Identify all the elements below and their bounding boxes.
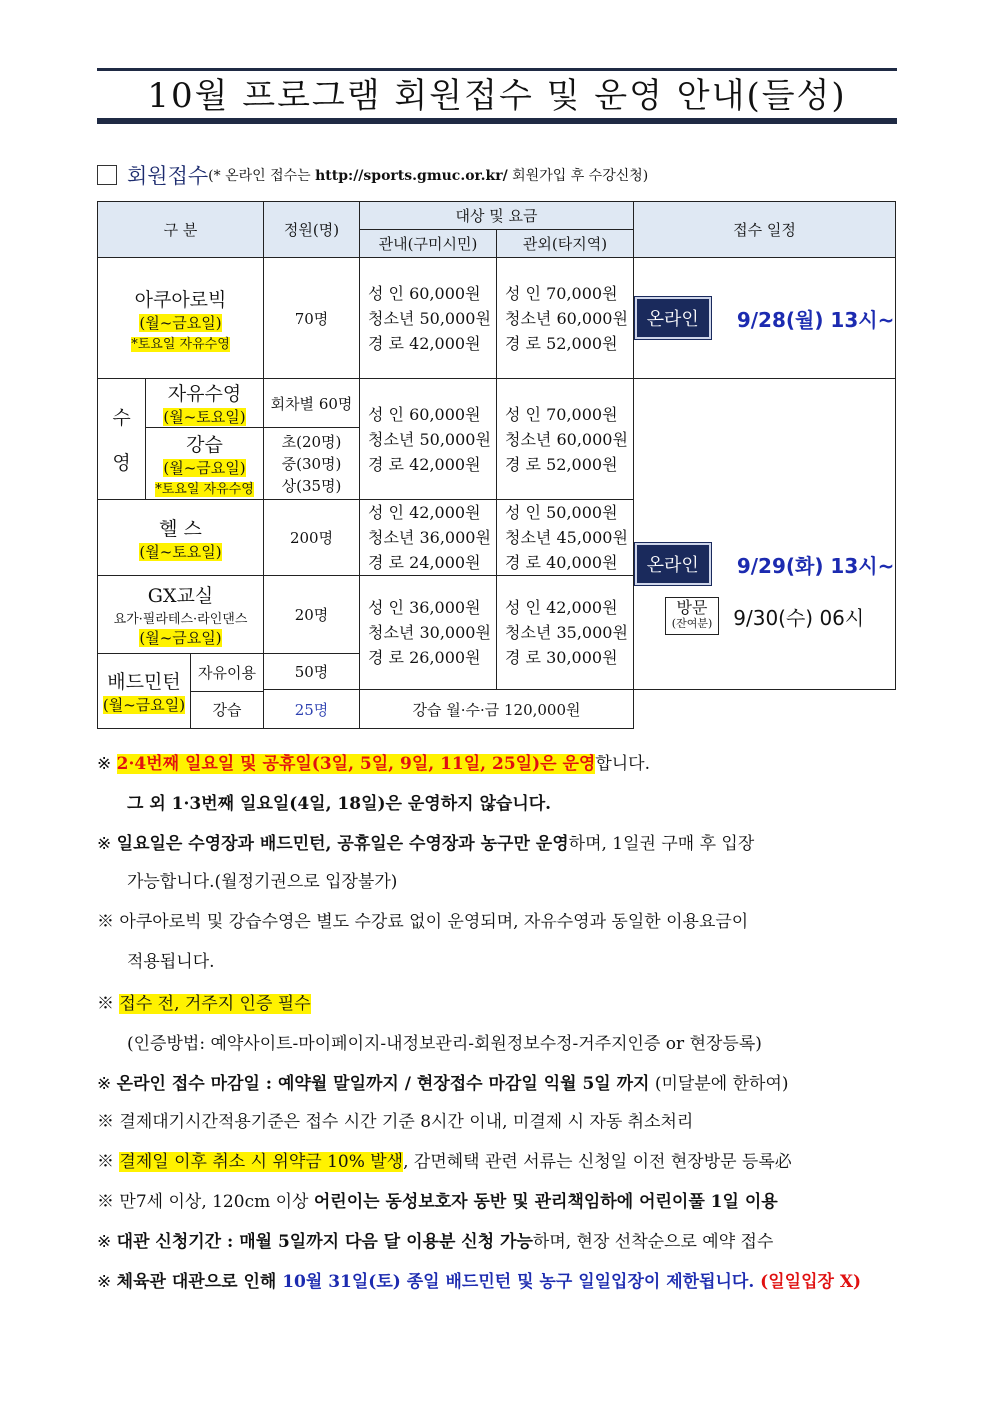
aerobic-fee-in <box>360 258 497 379</box>
fee-line: 청소년 50,000원 <box>368 308 491 328</box>
header-target: 대상 및 요금 <box>360 202 634 230</box>
note-mark: ※ <box>97 1074 112 1094</box>
note-mark: ※ <box>97 1192 114 1212</box>
swim-label <box>98 379 146 500</box>
note-bold: 어린이는 동성보호자 동반 및 관리책임하에 어린이풀 1일 이용 <box>313 1192 778 1212</box>
note-mark: ※ <box>97 754 112 774</box>
note-text: 결제대기시간적용기준은 접수 시간 기준 8시간 이내, 미결제 시 자동 취소처리 <box>119 1112 694 1132</box>
note-7 <box>97 1147 792 1172</box>
note-mark: ※ <box>97 834 112 854</box>
swim-fee-out <box>497 379 634 500</box>
aerobic-capacity: 70명 <box>264 258 360 379</box>
fee-line: 성 인 60,000원 <box>368 404 481 424</box>
swim-label-2: 영 <box>112 452 131 474</box>
note-bold: 일요일은 수영장과 배드민턴, 공휴일은 수영장과 농구만 운영 <box>116 834 569 854</box>
badminton-label <box>98 654 191 728</box>
site-url[interactable]: http://sports.gmuc.or.kr/ <box>315 168 508 184</box>
health-days: (월~토요일) <box>139 542 222 561</box>
note-rest: 회원가입 후 수강신청) <box>507 168 649 184</box>
swim-lesson-days: (월~금요일) <box>163 459 246 477</box>
badminton-free-label: 자유이용 <box>191 654 263 692</box>
note-text: 합니다. <box>595 754 650 774</box>
note-bold: 온라인 접수 마감일 : 예약월 말일까지 / 현장접수 마감일 익월 5일 까지 <box>116 1074 650 1094</box>
note-mark: ※ <box>97 1232 112 1252</box>
registration-table <box>97 201 896 729</box>
note-bold: 체육관 대관으로 인해 <box>116 1272 283 1292</box>
aerobic-name: 아쿠아로빅 <box>134 288 227 311</box>
badminton-cell <box>98 654 264 729</box>
fee-line: 청소년 50,000원 <box>368 429 491 449</box>
level-capacity: 중(30명) <box>281 454 342 473</box>
header-in: 관내(구미시민) <box>360 230 497 258</box>
note-text: , 감면혜택 관련 서류는 신청일 이전 현장방문 등록必 <box>403 1152 792 1172</box>
badminton-lesson-fee: 강습 월·수·금 120,000원 <box>360 690 634 729</box>
fee-line: 경 로 30,000원 <box>505 648 618 668</box>
gx-fee-in <box>360 576 497 690</box>
note-text: 아쿠아로빅 및 강습수영은 별도 수강료 없이 운영되며, 자유수영과 동일한 이용요금이 <box>119 912 749 932</box>
note-1b: 그 외 1·3번째 일요일(4일, 18일)은 운영하지 않습니다. <box>127 794 552 814</box>
swim-free-name: 자유수영 <box>167 383 242 405</box>
fee-line: 성 인 42,000원 <box>505 598 618 618</box>
note-10 <box>97 1267 861 1292</box>
health-name: 헬 스 <box>159 517 202 540</box>
section-header <box>97 160 917 190</box>
title-banner <box>97 68 897 124</box>
note-2 <box>97 829 754 854</box>
section-note <box>208 168 648 184</box>
note-red: (일일입장 X) <box>754 1272 862 1292</box>
fee-line: 청소년 60,000원 <box>505 308 628 328</box>
aerobic-schedule <box>634 258 896 379</box>
fee-line: 경 로 24,000원 <box>368 553 481 572</box>
fee-line: 청소년 60,000원 <box>505 429 628 449</box>
gx-days: (월~금요일) <box>139 629 222 647</box>
health-capacity: 200명 <box>264 500 360 576</box>
fee-line: 성 인 36,000원 <box>368 598 481 618</box>
gx-sub: 요가·필라테스·라인댄스 <box>113 612 248 627</box>
fee-line: 경 로 52,000원 <box>505 454 618 474</box>
gx-label <box>98 576 264 654</box>
gx-fee-out <box>497 576 634 690</box>
badminton-free-capacity: 50명 <box>264 654 360 690</box>
swim-label-1: 수 <box>112 407 131 429</box>
swim-free-capacity: 회차별 60명 <box>264 379 360 428</box>
note-text: * 온라인 접수는 <box>213 168 316 184</box>
note-mark: ※ <box>97 1112 114 1132</box>
fee-line: 성 인 42,000원 <box>368 503 481 522</box>
swim-lesson-label <box>146 428 264 500</box>
note-8 <box>97 1187 778 1212</box>
note-mark: ※ <box>97 1152 114 1172</box>
note-3 <box>97 907 748 932</box>
swim-lesson-capacity <box>264 428 360 500</box>
health-label <box>98 500 264 576</box>
aerobic-label <box>98 258 264 379</box>
note-9 <box>97 1227 773 1252</box>
page-title: 10월 프로그램 회원접수 및 운영 안내(들성) <box>147 76 847 116</box>
fee-line: 경 로 42,000원 <box>368 454 481 474</box>
note-6 <box>97 1107 693 1132</box>
aerobic-days: (월~금요일) <box>139 313 222 332</box>
fee-line: 청소년 45,000원 <box>505 528 628 547</box>
badminton-name: 배드민턴 <box>107 671 181 693</box>
note-4b: (인증방법: 예약사이트-마이페이지-내정보관리-회원정보수정-거주지인증 or 현장등록) <box>127 1034 762 1054</box>
aerobic-fee-out <box>497 258 634 379</box>
fee-line: 성 인 60,000원 <box>368 283 481 303</box>
online-badge: 온라인 <box>635 543 711 585</box>
health-fee-out <box>497 500 634 576</box>
note-highlight: 접수 전, 거주지 인증 필수 <box>119 994 311 1014</box>
section-title: 회원접수 <box>127 164 209 188</box>
note-mark: ※ <box>97 994 114 1014</box>
note-mark: ※ <box>97 912 114 932</box>
swim-free-days: (월~토요일) <box>163 408 246 426</box>
visit-label: 방문 <box>676 598 708 618</box>
visit-badge <box>665 597 719 635</box>
badminton-lesson-label: 강습 <box>212 701 242 720</box>
title-top-rule <box>97 68 897 71</box>
note-text: (미달분에 한하여) <box>649 1074 789 1094</box>
group2-sched-time: 9/29(화) 13시~ <box>736 553 895 578</box>
gx-name: GX교실 <box>147 585 214 607</box>
level-capacity: 상(35명) <box>281 476 342 495</box>
note-5 <box>97 1069 789 1094</box>
header-capacity: 정원(명) <box>264 202 360 258</box>
note-4 <box>97 989 311 1014</box>
note-1 <box>97 749 650 774</box>
fee-line: 청소년 30,000원 <box>368 623 491 643</box>
header-schedule: 접수 일정 <box>634 202 896 258</box>
swim-lesson-name: 강습 <box>186 434 223 456</box>
note-highlight: 결제일 이후 취소 시 위약금 10% 발생 <box>119 1152 404 1172</box>
health-fee-in <box>360 500 497 576</box>
note-highlight: 2·4번째 일요일 및 공휴일(3일, 5일, 9일, 11일, 25일)은 운영 <box>116 754 596 774</box>
note-paren: ( <box>208 168 214 184</box>
row-swim-free <box>98 379 896 428</box>
aerobic-sched-time: 9/28(월) 13시~ <box>736 307 895 332</box>
checkbox-square-icon <box>97 165 117 185</box>
group2-schedule <box>634 379 896 690</box>
fee-line: 경 로 42,000원 <box>368 333 481 353</box>
swim-free-label <box>146 379 264 428</box>
swim-lesson-saturday: *토요일 자유수영 <box>155 482 254 497</box>
visit-sched-time: 9/30(수) 06시 <box>733 605 865 630</box>
swim-fee-in <box>360 379 497 500</box>
note-text: 하며, 현장 선착순으로 예약 접수 <box>532 1232 774 1252</box>
fee-line: 청소년 36,000원 <box>368 528 491 547</box>
aerobic-saturday: *토요일 자유수영 <box>131 336 230 352</box>
header-category: 구 분 <box>98 202 264 258</box>
fee-line: 청소년 35,000원 <box>505 623 628 643</box>
fee-line: 성 인 50,000원 <box>505 503 618 522</box>
fee-line: 성 인 70,000원 <box>505 404 618 424</box>
note-3b: 적용됩니다. <box>127 952 215 972</box>
badminton-days: (월~금요일) <box>102 696 186 714</box>
badminton-lesson-capacity: 25명 <box>264 690 360 729</box>
visit-sub: (잔여분) <box>671 617 713 631</box>
online-badge: 온라인 <box>635 297 711 339</box>
note-blue: 10월 31일(토) 종일 배드민턴 및 농구 일일입장이 제한됩니다. <box>282 1272 755 1292</box>
note-text: 하며, 1일권 구매 후 입장 <box>568 834 755 854</box>
fee-line: 경 로 52,000원 <box>505 333 618 353</box>
row-aerobic <box>98 258 896 379</box>
level-capacity: 초(20명) <box>281 432 342 451</box>
header-out: 관외(타지역) <box>497 230 634 258</box>
note-bold: 대관 신청기간 : 매월 5일까지 다음 달 이용분 신청 가능 <box>116 1232 533 1252</box>
fee-line: 경 로 40,000원 <box>505 553 618 572</box>
title-bottom-rule <box>97 118 897 124</box>
fee-line: 성 인 70,000원 <box>505 283 618 303</box>
gx-capacity: 20명 <box>264 576 360 654</box>
note-text: 만7세 이상, 120cm 이상 <box>119 1192 314 1212</box>
note-2b: 가능합니다.(월정기권으로 입장불가) <box>127 872 398 892</box>
note-mark: ※ <box>97 1272 112 1292</box>
fee-line: 경 로 26,000원 <box>368 648 481 668</box>
